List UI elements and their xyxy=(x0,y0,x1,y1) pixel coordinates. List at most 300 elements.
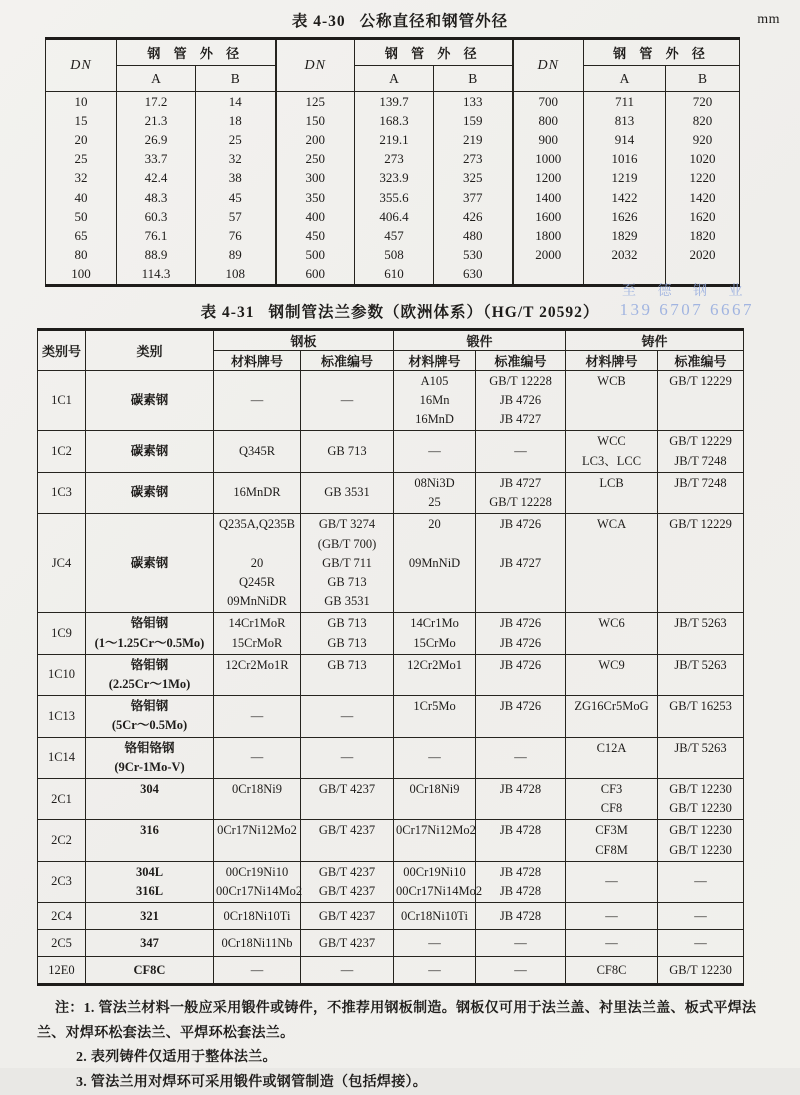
cell-line: — xyxy=(694,935,707,950)
table-row xyxy=(38,514,744,613)
cell: 40 xyxy=(46,188,117,207)
cell xyxy=(86,861,214,902)
cell: 14 xyxy=(196,92,276,112)
cell: 2032 xyxy=(584,246,666,265)
cell: 42.4 xyxy=(117,169,196,188)
cell-line: JB/T 5263 xyxy=(674,657,727,672)
cell: 457 xyxy=(355,226,434,245)
cell-line: C12A xyxy=(596,740,627,755)
cell-line: — xyxy=(340,962,354,977)
cell-line: — xyxy=(694,908,707,923)
cell-line: 20 xyxy=(428,517,441,532)
unit-label: mm xyxy=(757,12,780,27)
cell-line: 2C2 xyxy=(51,832,72,847)
cell-line: 1Cr5Mo xyxy=(413,699,456,714)
cell-line: — xyxy=(250,393,264,408)
table-row xyxy=(46,169,740,188)
cell-line: 316 xyxy=(140,823,159,838)
cell-line: 0Cr17Ni12Mo2 xyxy=(217,823,297,838)
cell: 700 xyxy=(513,92,584,112)
cell: 1016 xyxy=(584,150,666,169)
cell: 377 xyxy=(434,188,513,207)
cell xyxy=(658,613,744,654)
cell: 630 xyxy=(434,265,513,286)
cell xyxy=(38,820,86,861)
cell xyxy=(38,613,86,654)
cell-line: WCB xyxy=(597,373,626,388)
table-row xyxy=(38,903,744,930)
cell xyxy=(658,820,744,861)
cell xyxy=(394,903,476,930)
cell-line: 25 xyxy=(428,495,441,510)
cell xyxy=(394,861,483,902)
cell-line: 16MnDR xyxy=(233,485,281,500)
cell-line: 304L xyxy=(135,864,164,879)
table-row xyxy=(38,431,744,472)
cell-line: GB 713 xyxy=(327,616,367,631)
cell-line: — xyxy=(428,444,441,459)
cell-line: 0Cr18Ni10Ti xyxy=(401,908,468,923)
cell-line: 0Cr18Ni11Nb xyxy=(221,935,293,950)
cell-line xyxy=(478,535,563,554)
cell xyxy=(86,930,214,957)
cell: 1800 xyxy=(513,226,584,245)
cell-line: — xyxy=(340,750,354,765)
cell xyxy=(86,472,214,513)
cell-line: GB/T 12228 xyxy=(489,373,552,388)
cell: 60.3 xyxy=(117,207,196,226)
cell-line: JB 4726 xyxy=(499,393,542,408)
note-2: 2. 表列铸件仅适用于整体法兰。 xyxy=(76,1050,277,1066)
cell xyxy=(476,737,566,778)
cell-line: 16Mn xyxy=(419,393,450,408)
cell xyxy=(86,778,214,819)
cell-line: Q345R xyxy=(238,444,276,459)
table-row xyxy=(38,820,744,861)
header-b: B xyxy=(196,66,276,92)
cell-line: GB/T 16253 xyxy=(669,699,732,714)
cell xyxy=(658,957,744,985)
cell-line: JB 4726 xyxy=(499,657,542,672)
cell: 80 xyxy=(46,246,117,265)
watermark-company: 至 德 钢 业 xyxy=(622,284,752,299)
cell-line: JB/T 7248 xyxy=(674,453,727,468)
cell xyxy=(658,778,744,819)
cell-line: JB 4727 xyxy=(499,412,542,427)
cell xyxy=(214,930,301,957)
cell xyxy=(214,613,301,654)
cell xyxy=(301,820,394,861)
cell-line: 0Cr18Ni9 xyxy=(232,781,282,796)
cell xyxy=(301,431,394,472)
cell: 1422 xyxy=(584,188,666,207)
cell: 32 xyxy=(46,169,117,188)
cell xyxy=(658,431,744,472)
cell-line: 15CrMo xyxy=(413,635,456,650)
cell-line: JB/T 5263 xyxy=(674,740,727,755)
cell xyxy=(86,613,214,654)
cell xyxy=(86,696,214,737)
cell-line: GB/T 12229 xyxy=(669,434,732,449)
cell: 250 xyxy=(276,150,355,169)
header-material-grade: 材料牌号 xyxy=(214,350,301,370)
cell xyxy=(394,613,476,654)
cell: 114.3 xyxy=(117,265,196,286)
cell-line: 14Cr1MoR xyxy=(228,616,286,631)
cell xyxy=(214,861,301,902)
cell xyxy=(566,778,658,819)
cell xyxy=(86,737,214,778)
cell xyxy=(86,654,214,695)
cell-line: GB/T 12230 xyxy=(669,842,732,857)
cell-line: A105 xyxy=(420,373,449,388)
cell xyxy=(394,654,476,695)
cell xyxy=(38,472,86,513)
cell-line: 铬钼钢 xyxy=(130,616,169,631)
cell xyxy=(394,737,476,778)
cell: 219.1 xyxy=(355,130,434,149)
cell-line: WC9 xyxy=(598,657,625,672)
cell-line: 00Cr17Ni14Mo2 xyxy=(396,883,483,898)
cell-line: 碳素钢 xyxy=(130,444,169,459)
cell xyxy=(38,431,86,472)
cell: 125 xyxy=(276,92,355,112)
header-dn: DN xyxy=(46,39,117,92)
cell xyxy=(394,514,476,613)
cell-line: 321 xyxy=(140,908,159,923)
cell xyxy=(658,903,744,930)
cell xyxy=(476,820,566,861)
cell: 813 xyxy=(584,111,666,130)
cell: 914 xyxy=(584,130,666,149)
cell: 100 xyxy=(46,265,117,286)
cell-line: ZG16Cr5MoG xyxy=(574,699,649,714)
cell-line: JB 4727 xyxy=(499,475,542,490)
cell-line: JB 4728 xyxy=(499,908,542,923)
cell xyxy=(38,957,86,985)
table-row xyxy=(38,613,744,654)
cell xyxy=(566,903,658,930)
cell-line: CF8C xyxy=(596,962,627,977)
cell xyxy=(566,930,658,957)
cell xyxy=(38,370,86,431)
cell xyxy=(476,696,566,737)
header-standard-no: 标准编号 xyxy=(301,350,394,370)
cell xyxy=(566,957,658,985)
cell-line: 1C3 xyxy=(51,485,72,500)
table2-caption-text: 钢制管法兰参数（欧洲体系）（HG/T 20592） xyxy=(268,303,600,321)
cell: 15 xyxy=(46,111,117,130)
cell-line: 铬钼钢 xyxy=(130,657,169,672)
header-b: B xyxy=(666,66,740,92)
cell: 20 xyxy=(46,130,117,149)
table-row xyxy=(46,246,740,265)
cell: 325 xyxy=(434,169,513,188)
cell xyxy=(476,514,566,613)
cell-line: LCB xyxy=(599,475,624,490)
cell xyxy=(38,514,86,613)
cell-line: 1C14 xyxy=(47,750,76,765)
header-a: A xyxy=(584,66,666,92)
cell-line: 00Cr19Ni10 xyxy=(403,864,466,879)
cell xyxy=(301,654,394,695)
cell: 1400 xyxy=(513,188,584,207)
cell xyxy=(658,654,744,695)
cell: 25 xyxy=(196,130,276,149)
table-row xyxy=(46,188,740,207)
cell: 50 xyxy=(46,207,117,226)
cell: 800 xyxy=(513,111,584,130)
cell-line: 0Cr18Ni9 xyxy=(409,781,460,796)
cell xyxy=(658,514,744,613)
cell xyxy=(86,903,214,930)
cell-line: 0Cr17Ni12Mo2 xyxy=(396,823,476,838)
cell-line: JB 4726 xyxy=(499,616,542,631)
cell-line: 316L xyxy=(135,883,164,898)
cell: 1829 xyxy=(584,226,666,245)
cell-line: CF3 xyxy=(600,781,623,796)
header-material-grade: 材料牌号 xyxy=(394,350,476,370)
cell xyxy=(394,431,476,472)
cell xyxy=(566,370,658,431)
cell-line: 20 xyxy=(250,555,264,570)
cell: 450 xyxy=(276,226,355,245)
table-row xyxy=(46,92,740,112)
header-a: A xyxy=(355,66,434,92)
cell: 25 xyxy=(46,150,117,169)
cell: 2000 xyxy=(513,246,584,265)
cell: 10 xyxy=(46,92,117,112)
cell-line: 铬钼钢 xyxy=(130,699,169,714)
cell xyxy=(394,820,476,861)
cell xyxy=(301,861,394,902)
cell xyxy=(566,431,658,472)
cell-line: GB/T 12230 xyxy=(669,781,732,796)
cell: 600 xyxy=(276,265,355,286)
cell-line: GB 3531 xyxy=(324,594,370,609)
cell xyxy=(38,930,86,957)
cell xyxy=(476,861,566,902)
cell-line: WCC xyxy=(597,434,626,449)
cell: 48.3 xyxy=(117,188,196,207)
cell xyxy=(214,778,301,819)
cell: 108 xyxy=(196,265,276,286)
cell xyxy=(476,472,566,513)
header-material-grade: 材料牌号 xyxy=(566,350,658,370)
cell-line: 304 xyxy=(140,781,159,796)
cell xyxy=(658,930,744,957)
cell-line: Q245R xyxy=(238,574,276,589)
cell: 89 xyxy=(196,246,276,265)
cell-line: — xyxy=(428,935,441,950)
cell-line: GB/T 12229 xyxy=(669,517,732,532)
cell: 88.9 xyxy=(117,246,196,265)
cell-line: — xyxy=(250,750,264,765)
cell-line: Q235A,Q235B xyxy=(218,517,296,532)
cell: 57 xyxy=(196,207,276,226)
cell-line: — xyxy=(428,750,441,765)
cell-line: 碳素钢 xyxy=(130,393,169,408)
cell xyxy=(38,778,86,819)
cell-line: GB/T 12230 xyxy=(669,962,732,977)
cell: 508 xyxy=(355,246,434,265)
cell xyxy=(214,903,301,930)
cell-line: JB 4726 xyxy=(499,699,542,714)
cell xyxy=(566,737,658,778)
cell xyxy=(38,737,86,778)
cell xyxy=(214,957,301,985)
cell-line xyxy=(396,535,473,554)
cell xyxy=(86,431,214,472)
cell-line: 碳素钢 xyxy=(130,555,169,570)
cell xyxy=(301,903,394,930)
cell xyxy=(214,370,301,431)
cell: 32 xyxy=(196,150,276,169)
cell-line: (2.25Cr～1Mo) xyxy=(108,676,191,691)
cell-line: GB 713 xyxy=(327,657,367,672)
cell-line: — xyxy=(340,708,354,723)
cell-line: JB/T 7248 xyxy=(674,475,727,490)
cell xyxy=(566,613,658,654)
cell-line: JB 4728 xyxy=(499,823,542,838)
cell-line: GB/T 4237 xyxy=(318,908,376,923)
cell: 1600 xyxy=(513,207,584,226)
table-4-31 xyxy=(37,328,744,986)
cell xyxy=(38,903,86,930)
cell xyxy=(566,472,658,513)
cell-line: — xyxy=(694,874,707,889)
cell-line: (1～1.25Cr～0.5Mo) xyxy=(94,635,205,650)
cell-line: 08Ni3D xyxy=(414,475,455,490)
cell xyxy=(38,654,86,695)
table-row xyxy=(46,150,740,169)
cell-line: 1C13 xyxy=(47,708,76,723)
cell-line: 2C3 xyxy=(51,874,72,889)
table-row xyxy=(38,778,744,819)
cell-line: — xyxy=(605,935,618,950)
cell: 200 xyxy=(276,130,355,149)
header-outer-diameter: 钢 管 外 径 xyxy=(355,39,513,66)
cell: 1220 xyxy=(666,169,740,188)
cell: 33.7 xyxy=(117,150,196,169)
cell: 159 xyxy=(434,111,513,130)
table-row xyxy=(38,472,744,513)
notes xyxy=(37,997,772,1095)
cell-line: LC3、LCC xyxy=(582,453,642,468)
cell xyxy=(394,930,476,957)
table-row xyxy=(38,861,744,902)
cell xyxy=(301,737,394,778)
watermark xyxy=(620,283,755,319)
table-row xyxy=(46,130,740,149)
cell-line: GB/T 4237 xyxy=(318,935,376,950)
cell: 920 xyxy=(666,130,740,149)
cell: 1020 xyxy=(666,150,740,169)
table1-body xyxy=(46,92,740,286)
cell: 900 xyxy=(513,130,584,149)
cell: 711 xyxy=(584,92,666,112)
cell xyxy=(214,654,301,695)
cell xyxy=(214,472,301,513)
cell xyxy=(301,957,394,985)
table-row xyxy=(46,207,740,226)
cell xyxy=(476,778,566,819)
cell: 273 xyxy=(434,150,513,169)
cell: 400 xyxy=(276,207,355,226)
cell-line: — xyxy=(514,750,527,765)
cell-line: GB/T 12228 xyxy=(489,495,552,510)
cell-line: — xyxy=(514,935,527,950)
cell xyxy=(476,903,566,930)
cell xyxy=(476,930,566,957)
header-a: A xyxy=(117,66,196,92)
cell-line xyxy=(216,535,298,554)
header-class: 类别 xyxy=(86,329,214,370)
cell xyxy=(86,957,214,985)
cell-line: 1C1 xyxy=(51,393,72,408)
cell-line: 2C5 xyxy=(51,935,72,950)
header-dn: DN xyxy=(513,39,584,92)
cell xyxy=(394,778,476,819)
cell: 45 xyxy=(196,188,276,207)
cell: 1200 xyxy=(513,169,584,188)
cell-line: 15CrMoR xyxy=(231,635,283,650)
table-4-30 xyxy=(45,37,740,287)
cell xyxy=(214,431,301,472)
cell-line: JB 4726 xyxy=(499,517,542,532)
table2-body xyxy=(38,370,744,984)
cell xyxy=(566,861,658,902)
cell-line: GB 713 xyxy=(327,635,367,650)
cell-line: 1C10 xyxy=(47,667,76,682)
cell: 720 xyxy=(666,92,740,112)
cell: 300 xyxy=(276,169,355,188)
header-dn: DN xyxy=(276,39,355,92)
cell xyxy=(214,696,301,737)
table-row xyxy=(38,696,744,737)
cell: 1626 xyxy=(584,207,666,226)
cell-line: 12Cr2Mo1R xyxy=(225,657,289,672)
cell: 355.6 xyxy=(355,188,434,207)
cell-line: GB/T 4237 xyxy=(318,883,376,898)
cell-line: GB/T 12230 xyxy=(669,801,732,816)
table-row xyxy=(38,654,744,695)
cell xyxy=(476,654,566,695)
table2-caption-label: 表 4-31 xyxy=(200,303,255,321)
cell-line: (9Cr-1Mo-V) xyxy=(114,759,185,774)
cell xyxy=(86,514,214,613)
cell-line: GB/T 12229 xyxy=(669,373,732,388)
cell-line: 碳素钢 xyxy=(130,485,169,500)
cell: 65 xyxy=(46,226,117,245)
cell-line: GB 3531 xyxy=(324,485,370,500)
cell: 150 xyxy=(276,111,355,130)
cell: 168.3 xyxy=(355,111,434,130)
cell: 500 xyxy=(276,246,355,265)
table1-header xyxy=(46,39,740,92)
cell-line: GB/T 4237 xyxy=(318,823,376,838)
cell-line: 347 xyxy=(140,935,159,950)
cell xyxy=(566,654,658,695)
cell xyxy=(301,514,394,613)
header-class-no: 类别号 xyxy=(38,329,86,370)
header-outer-diameter: 钢 管 外 径 xyxy=(584,39,740,66)
cell: 1420 xyxy=(666,188,740,207)
cell-line: WCA xyxy=(596,517,627,532)
cell: 139.7 xyxy=(355,92,434,112)
cell-line: 1C9 xyxy=(51,625,72,640)
cell xyxy=(658,696,744,737)
